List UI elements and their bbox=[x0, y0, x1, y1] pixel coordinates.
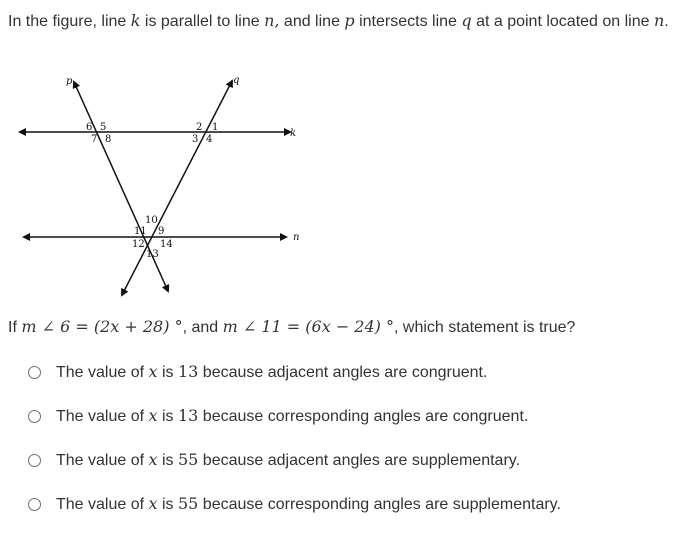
choice-label bbox=[56, 360, 487, 385]
choice-label bbox=[56, 448, 520, 473]
angle-6-expression: m ∠ 6 = (2x + 28) ° bbox=[21, 317, 183, 336]
radio-button[interactable] bbox=[28, 454, 41, 467]
answer-choices bbox=[28, 360, 668, 536]
answer-choice-1[interactable] bbox=[28, 360, 668, 404]
question-text bbox=[8, 316, 575, 339]
choice-text: is bbox=[157, 452, 178, 469]
angle-11-expression: m ∠ 11 = (6x − 24) ° bbox=[222, 317, 394, 336]
angle-label-7: 7 bbox=[91, 134, 98, 145]
angle-label-1: 1 bbox=[212, 122, 219, 133]
choice-text: The value of bbox=[56, 364, 149, 381]
angle-label-14: 14 bbox=[160, 239, 173, 250]
parallel-lines-diagram bbox=[0, 68, 340, 300]
angle-label-5: 5 bbox=[100, 122, 107, 133]
var-q: q bbox=[461, 11, 472, 30]
angle-label-9: 9 bbox=[158, 226, 165, 237]
var-x: x bbox=[148, 450, 158, 469]
var-n: n bbox=[653, 11, 665, 30]
prompt-text: at a point located on line bbox=[471, 13, 654, 30]
choice-text: is bbox=[157, 408, 178, 425]
choice-text: The value of bbox=[56, 408, 149, 425]
label-q: q bbox=[233, 75, 240, 86]
label-n: n bbox=[293, 232, 300, 243]
var-x: x bbox=[148, 362, 158, 381]
prompt-text: . bbox=[664, 13, 669, 30]
choice-value: 13 bbox=[177, 362, 199, 381]
choice-label bbox=[56, 404, 528, 429]
angle-label-6: 6 bbox=[86, 122, 93, 133]
choice-text: is bbox=[157, 364, 178, 381]
answer-choice-2[interactable] bbox=[28, 404, 668, 448]
question-lead: If bbox=[8, 319, 22, 336]
angle-label-10: 10 bbox=[145, 215, 158, 226]
angle-label-12: 12 bbox=[132, 239, 145, 250]
choice-reason: because corresponding angles are supplementary. bbox=[198, 496, 561, 513]
angle-label-4: 4 bbox=[206, 134, 213, 145]
label-p: p bbox=[66, 76, 73, 87]
angle-label-11: 11 bbox=[134, 226, 147, 237]
choice-value: 13 bbox=[177, 406, 199, 425]
choice-label bbox=[56, 492, 561, 517]
choice-reason: because adjacent angles are supplementary. bbox=[198, 452, 521, 469]
choice-value: 55 bbox=[177, 494, 199, 513]
label-k: k bbox=[290, 128, 297, 139]
question-mid: , and bbox=[182, 319, 223, 336]
choice-value: 55 bbox=[177, 450, 199, 469]
line-q bbox=[122, 81, 232, 295]
var-k: k bbox=[130, 11, 141, 30]
answer-choice-4[interactable] bbox=[28, 492, 668, 536]
prompt-text: In the figure, line bbox=[8, 13, 131, 30]
var-n: n, bbox=[264, 11, 280, 30]
answer-choice-3[interactable] bbox=[28, 448, 668, 492]
question-tail: , which statement is true? bbox=[394, 319, 576, 336]
prompt-text: and line bbox=[279, 13, 345, 30]
angle-label-3: 3 bbox=[192, 134, 199, 145]
problem-prompt bbox=[8, 9, 673, 33]
var-x: x bbox=[148, 406, 158, 425]
geometry-figure bbox=[0, 68, 340, 300]
choice-reason: because adjacent angles are congruent. bbox=[198, 364, 488, 381]
radio-button[interactable] bbox=[28, 366, 41, 379]
choice-text: The value of bbox=[56, 496, 149, 513]
choice-text: The value of bbox=[56, 452, 149, 469]
angle-label-2: 2 bbox=[196, 122, 203, 133]
radio-button[interactable] bbox=[28, 498, 41, 511]
angle-label-8: 8 bbox=[105, 134, 112, 145]
angle-label-13: 13 bbox=[146, 249, 159, 260]
choice-reason: because corresponding angles are congruent. bbox=[198, 408, 529, 425]
var-x: x bbox=[148, 494, 158, 513]
choice-text: is bbox=[157, 496, 178, 513]
radio-button[interactable] bbox=[28, 410, 41, 423]
prompt-text: intersects line bbox=[354, 13, 462, 30]
var-p: p bbox=[344, 11, 355, 30]
prompt-text: is parallel to line bbox=[140, 13, 265, 30]
